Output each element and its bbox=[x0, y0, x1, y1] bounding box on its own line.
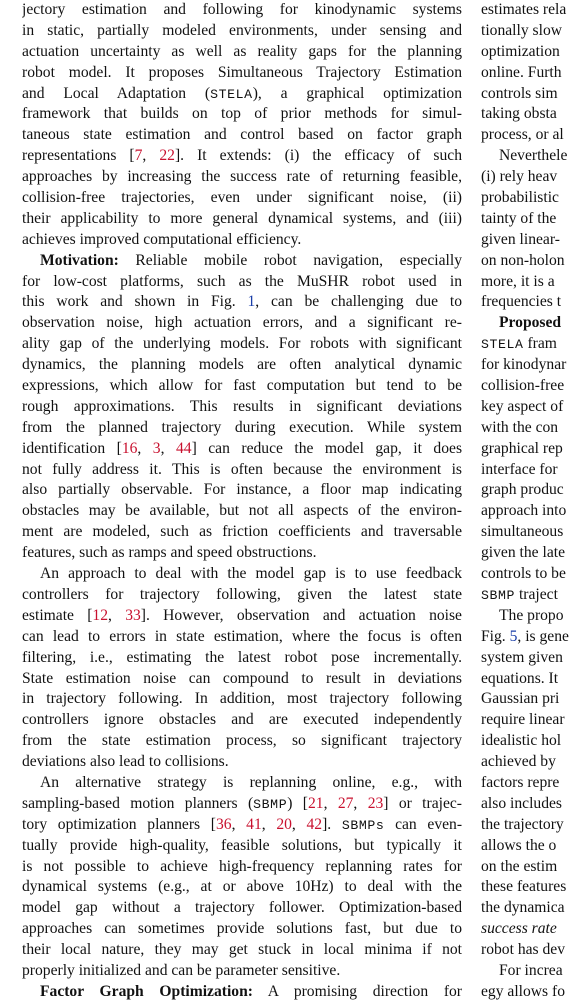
right-column-line bbox=[481, 292, 573, 313]
left-column-line bbox=[22, 648, 462, 669]
text-run: taneous state estimation and control based on factor graph bbox=[22, 126, 462, 144]
text-run: filtering, i.e., estimating the latest robot pose incrementally. bbox=[22, 648, 462, 666]
left-column-line bbox=[22, 125, 462, 146]
text-run: An alternative strategy is replanning online, e.g., with bbox=[40, 773, 462, 791]
right-column-line bbox=[481, 836, 573, 857]
text-run: this work and shown in Fig. bbox=[22, 293, 248, 311]
left-column-line bbox=[22, 439, 462, 460]
text-run: online. Furth bbox=[481, 63, 562, 81]
text-run: , bbox=[291, 815, 307, 833]
text-run: , bbox=[160, 439, 176, 457]
text-run: collision-free bbox=[481, 377, 565, 395]
right-column-line bbox=[481, 313, 573, 334]
text-run: Neverthele bbox=[499, 147, 568, 165]
text-run: tainty of the bbox=[481, 209, 557, 227]
text-run: from the planned trajectory during execution. While system bbox=[22, 418, 462, 436]
text-run: robot model. It proposes Simultaneous Trajectory Estimation bbox=[22, 63, 462, 81]
left-column-line bbox=[22, 292, 462, 313]
left-column-line bbox=[22, 188, 462, 209]
left-column-line bbox=[22, 564, 462, 585]
citation-link[interactable]: 33 bbox=[125, 606, 141, 624]
left-column-line bbox=[22, 397, 462, 418]
text-run: Gaussian pri bbox=[481, 690, 560, 708]
left-column-line bbox=[22, 606, 462, 627]
right-column-line bbox=[481, 710, 573, 731]
right-column-line bbox=[481, 815, 573, 836]
left-column-line bbox=[22, 42, 462, 63]
text-run: The propo bbox=[499, 606, 564, 624]
right-column bbox=[481, 0, 573, 1003]
right-column-line bbox=[481, 460, 573, 481]
right-column-line bbox=[481, 439, 573, 460]
text-run: controls to be bbox=[481, 565, 566, 583]
left-column-line bbox=[22, 522, 462, 543]
text-run: process, or al bbox=[481, 126, 564, 144]
left-column-line bbox=[22, 585, 462, 606]
text-run: , bbox=[142, 147, 160, 165]
text-run: ality gap of the underlying models. For robots with significant bbox=[22, 335, 462, 353]
citation-link[interactable]: 16 bbox=[121, 439, 138, 457]
citation-link[interactable]: 12 bbox=[92, 606, 109, 624]
right-column-line bbox=[481, 146, 573, 167]
text-run: simultaneous bbox=[481, 523, 564, 541]
text-run: equations. It bbox=[481, 669, 559, 687]
text-run: SBMPs bbox=[341, 817, 385, 833]
left-column bbox=[22, 0, 462, 1003]
text-run: properly initialized and can be parameter sensitive. bbox=[22, 961, 341, 979]
text-run: estimates rela bbox=[481, 1, 567, 18]
right-column-line bbox=[481, 877, 573, 898]
figure-link[interactable]: 1 bbox=[247, 293, 256, 311]
citation-link[interactable]: 44 bbox=[175, 439, 192, 457]
right-column-line bbox=[481, 397, 573, 418]
citation-link[interactable]: 42 bbox=[306, 815, 323, 833]
right-column-line bbox=[481, 940, 573, 961]
left-column-line bbox=[22, 146, 462, 167]
right-column-line bbox=[481, 376, 573, 397]
text-run: these features bbox=[481, 878, 567, 896]
text-run: representations [ bbox=[22, 147, 135, 165]
text-run: ment are modeled, such as friction coefficients and traversable bbox=[22, 523, 462, 541]
text-run: ]. bbox=[322, 815, 342, 833]
left-column-line bbox=[22, 418, 462, 439]
text-run: their local nature, they may get stuck in local minima if not bbox=[22, 941, 462, 959]
left-column-line bbox=[22, 63, 462, 84]
text-run: A promising direction for bbox=[252, 982, 462, 1000]
left-column-line bbox=[22, 731, 462, 752]
text-run: approach into bbox=[481, 502, 567, 520]
text-run: obstacles may be available, but not all aspects of the environ- bbox=[22, 502, 462, 520]
left-column-line bbox=[22, 209, 462, 230]
text-run: features, such as ramps and speed obstructions. bbox=[22, 544, 317, 562]
text-run: approaches can sometimes provide solutions fast, but due to bbox=[22, 920, 462, 938]
right-column-line bbox=[481, 627, 573, 648]
left-column-line bbox=[22, 877, 462, 898]
text-run: also includes bbox=[481, 794, 562, 812]
right-column-line bbox=[481, 522, 573, 543]
left-column-line bbox=[22, 627, 462, 648]
right-column-line bbox=[481, 773, 573, 794]
right-column-line bbox=[481, 418, 573, 439]
text-run: also partially observable. For instance, a floor map indicating bbox=[22, 481, 462, 499]
text-run: robot has dev bbox=[481, 941, 566, 959]
left-column-line bbox=[22, 940, 462, 961]
text-run: for low-cost platforms, such as the MuSHR robot used in bbox=[22, 272, 462, 290]
text-run: (i) rely heav bbox=[481, 168, 558, 186]
left-column-line bbox=[22, 84, 462, 105]
left-column-line bbox=[22, 669, 462, 690]
text-run: fram bbox=[523, 335, 557, 353]
citation-link[interactable]: 3 bbox=[152, 439, 161, 457]
text-run: , can be challenging due to bbox=[255, 293, 462, 311]
text-run: approaches by increasing the success rate of returning feasible, bbox=[22, 168, 462, 186]
text-run: controllers ignore obstacles and are executed independently bbox=[22, 711, 462, 729]
citation-link[interactable]: 27 bbox=[337, 794, 354, 812]
text-run: deviations also lead to collisions. bbox=[22, 753, 229, 771]
text-run: from the state estimation process, so significant trajectory bbox=[22, 732, 462, 750]
text-run: ] or trajec- bbox=[383, 794, 462, 812]
left-column-line bbox=[22, 376, 462, 397]
text-run: observation noise, high actuation errors, and a significant re- bbox=[22, 314, 462, 332]
right-column-line bbox=[481, 272, 573, 293]
left-column-line bbox=[22, 543, 462, 564]
right-column-line bbox=[481, 689, 573, 710]
right-column-line bbox=[481, 84, 573, 105]
right-column-line bbox=[481, 564, 573, 585]
text-run: achieved by bbox=[481, 753, 556, 771]
left-column-line bbox=[22, 480, 462, 501]
right-column-line bbox=[481, 752, 573, 773]
text-run: controls sim bbox=[481, 84, 558, 102]
text-run: , bbox=[108, 606, 126, 624]
text-run: frequencies t bbox=[481, 293, 562, 311]
text-run: in static, partially modeled environments, under sensing and bbox=[22, 21, 462, 39]
text-run: tually provide high-quality, feasible solutions, but typically it bbox=[22, 836, 462, 854]
text-run: Fig. bbox=[481, 627, 510, 645]
citation-link[interactable]: 22 bbox=[159, 147, 175, 165]
text-run: tionally slow bbox=[481, 21, 562, 39]
text-run: on the estim bbox=[481, 857, 558, 875]
right-column-line bbox=[481, 857, 573, 878]
right-column-line bbox=[481, 543, 573, 564]
left-column-line bbox=[22, 0, 462, 21]
citation-link[interactable]: 41 bbox=[246, 815, 262, 833]
right-column-line bbox=[481, 167, 573, 188]
text-run: in trajectory following. In addition, most trajectory following bbox=[22, 690, 462, 708]
text-run: achieves improved computational efficiency. bbox=[22, 230, 302, 248]
text-run: dynamics, the planning models are often analytical dynamic bbox=[22, 356, 462, 374]
left-column-line bbox=[22, 104, 462, 125]
text-run: not fully address it. This is often because the environment is bbox=[22, 460, 462, 478]
text-run: ]. However, observation and actuation noise bbox=[140, 606, 462, 624]
text-run: ] can reduce the model gap, it does bbox=[191, 439, 462, 457]
left-column-line bbox=[22, 794, 462, 815]
text-run: ]. It extends: (i) the efficacy of such bbox=[174, 147, 462, 165]
text-run: can even- bbox=[384, 815, 462, 833]
text-run: idealistic hol bbox=[481, 732, 562, 750]
right-column-line bbox=[481, 731, 573, 752]
text-run: Motivation: bbox=[40, 251, 119, 269]
right-column-line bbox=[481, 585, 573, 606]
left-column-line bbox=[22, 230, 462, 251]
text-run: optimization bbox=[481, 42, 560, 60]
text-run: more, it is a bbox=[481, 272, 555, 290]
text-run: collision-free trajectories, even under significant noise, (ii) bbox=[22, 189, 462, 207]
right-column-line bbox=[481, 794, 573, 815]
left-column-line bbox=[22, 272, 462, 293]
text-run: key aspect of bbox=[481, 397, 564, 415]
left-column-line bbox=[22, 919, 462, 940]
text-run: jectory estimation and following for kinodynamic systems bbox=[22, 1, 462, 18]
text-run: identification [ bbox=[22, 439, 122, 457]
left-column-line bbox=[22, 334, 462, 355]
right-column-line bbox=[481, 355, 573, 376]
right-column-line bbox=[481, 21, 573, 42]
text-run: dynamical systems (e.g., at or above 10Hz) to deal with the bbox=[22, 878, 462, 896]
text-run: can lead to errors in state estimation, where the focus is often bbox=[22, 627, 462, 645]
text-run: allows the o bbox=[481, 836, 557, 854]
text-run: sampling-based motion planners ( bbox=[22, 794, 254, 812]
right-column-line bbox=[481, 961, 573, 982]
left-column-line bbox=[22, 710, 462, 731]
text-run: the trajectory bbox=[481, 815, 564, 833]
text-run: probabilistic bbox=[481, 189, 559, 207]
citation-link[interactable]: 20 bbox=[276, 815, 292, 833]
text-run: and Local Adaptation ( bbox=[22, 84, 211, 102]
text-run: egy allows fo bbox=[481, 982, 566, 1000]
left-column-line bbox=[22, 460, 462, 481]
text-run: taking obsta bbox=[481, 105, 557, 123]
right-column-line bbox=[481, 104, 573, 125]
text-run: , bbox=[231, 815, 247, 833]
right-column-line bbox=[481, 919, 573, 940]
right-column-line bbox=[481, 669, 573, 690]
text-run: graph produc bbox=[481, 481, 564, 499]
left-column-line bbox=[22, 898, 462, 919]
text-run: system given bbox=[481, 648, 563, 666]
text-run: For increa bbox=[499, 961, 563, 979]
text-run: , bbox=[353, 794, 368, 812]
figure-link[interactable]: 5 bbox=[509, 627, 518, 645]
text-run: Factor Graph Optimization: bbox=[40, 982, 253, 1000]
right-column-line bbox=[481, 501, 573, 522]
text-run: their applicability to more general dynamical systems, and (iii) bbox=[22, 209, 462, 227]
text-run: graphical rep bbox=[481, 439, 563, 457]
text-run: Proposed bbox=[499, 314, 562, 332]
text-run: framework that builds on top of prior methods for simul- bbox=[22, 105, 462, 123]
left-column-line bbox=[22, 857, 462, 878]
text-run: model gap without a trajectory follower. Optimization-based bbox=[22, 899, 462, 917]
text-run: require linear bbox=[481, 711, 565, 729]
left-column-line bbox=[22, 501, 462, 522]
right-column-line bbox=[481, 188, 573, 209]
left-column-line bbox=[22, 313, 462, 334]
text-run: expressions, which allow for fast computation but tend to be bbox=[22, 377, 462, 395]
citation-link[interactable]: 21 bbox=[307, 794, 324, 812]
text-run: traject bbox=[515, 585, 558, 603]
left-column-line bbox=[22, 689, 462, 710]
left-column-line bbox=[22, 815, 462, 836]
text-run: factors repre bbox=[481, 773, 560, 791]
citation-link[interactable]: 36 bbox=[215, 815, 232, 833]
text-run: controllers for trajectory following, given the latest state bbox=[22, 585, 462, 603]
text-run: , bbox=[323, 794, 338, 812]
right-column-line bbox=[481, 898, 573, 919]
text-run: interface for bbox=[481, 460, 558, 478]
text-run: , bbox=[261, 815, 277, 833]
citation-link[interactable]: 23 bbox=[367, 794, 384, 812]
left-column-line bbox=[22, 251, 462, 272]
right-column-line bbox=[481, 63, 573, 84]
text-run: given linear- bbox=[481, 230, 560, 248]
right-column-line bbox=[481, 480, 573, 501]
text-run: SBMP bbox=[481, 587, 516, 603]
text-run: for kinodynar bbox=[481, 356, 567, 374]
text-run: STELA bbox=[210, 86, 253, 102]
right-column-line bbox=[481, 230, 573, 251]
left-column-line bbox=[22, 21, 462, 42]
left-column-line bbox=[22, 355, 462, 376]
left-column-line bbox=[22, 773, 462, 794]
text-run: State estimation noise can compound to result in deviations bbox=[22, 669, 462, 687]
right-column-line bbox=[481, 125, 573, 146]
left-column-line bbox=[22, 961, 462, 982]
text-run: , bbox=[137, 439, 153, 457]
text-run: with the con bbox=[481, 418, 559, 436]
right-column-line bbox=[481, 209, 573, 230]
text-run: SBMP bbox=[253, 796, 288, 812]
left-column-line bbox=[22, 836, 462, 857]
right-column-line bbox=[481, 334, 573, 355]
text-run: is not possible to achieve high-frequency replanning rates for bbox=[22, 857, 462, 875]
text-run: An approach to deal with the model gap is to use feedback bbox=[40, 565, 462, 583]
right-column-line bbox=[481, 251, 573, 272]
text-run: given the late bbox=[481, 544, 565, 562]
text-run: , is gene bbox=[517, 627, 569, 645]
text-run: ), a graphical optimization bbox=[252, 84, 462, 102]
right-column-line bbox=[481, 0, 573, 21]
right-column-line bbox=[481, 42, 573, 63]
text-run: Reliable mobile robot navigation, especially bbox=[118, 251, 462, 269]
citation-link[interactable]: 7 bbox=[134, 147, 143, 165]
text-run: actuation uncertainty as well as reality gaps for the planning bbox=[22, 42, 462, 60]
left-column-line bbox=[22, 752, 462, 773]
text-run: rough approximations. This results in significant deviations bbox=[22, 397, 462, 415]
text-run: success rate bbox=[481, 920, 557, 938]
right-column-line bbox=[481, 648, 573, 669]
right-column-line bbox=[481, 606, 573, 627]
text-run: tory optimization planners [ bbox=[22, 815, 216, 833]
text-run: ) [ bbox=[287, 794, 308, 812]
text-run: estimate [ bbox=[22, 606, 93, 624]
text-run: STELA bbox=[481, 337, 524, 353]
text-run: on non-holon bbox=[481, 251, 565, 269]
left-column-line bbox=[22, 167, 462, 188]
text-run: the dynamica bbox=[481, 899, 565, 917]
